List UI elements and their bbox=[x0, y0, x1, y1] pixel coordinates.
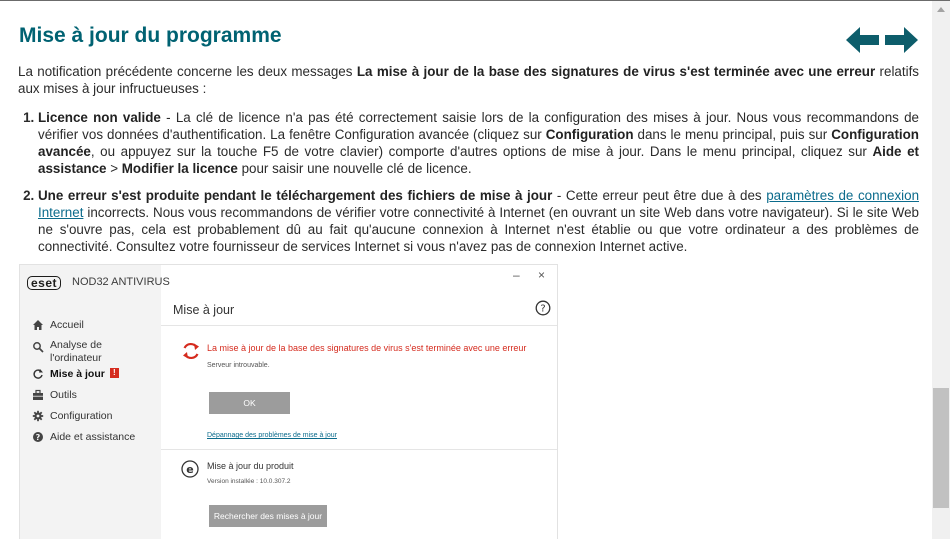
divider bbox=[161, 325, 558, 326]
back-arrow-icon[interactable] bbox=[846, 25, 880, 55]
help-icon[interactable] bbox=[535, 300, 551, 316]
list-item-invalid-license: 1. Licence non valide - La clé de licence n'a pas été correctement saisie lors de la configuration des mises à jour. Nous vous recommandons de vérifier vos données d'authentification. La fenêtre Configuration avancée (cliquez sur Configuration dans le menu principal, puis sur Configuration avancée, ou appuyez sur la touche F5 de votre clavier) comporte d'autres options de mise à jour. Dans le menu principal, cliquez sur Aide et assistance > Modifier la licence pour saisir une nouvelle clé de licence. bbox=[38, 109, 919, 177]
error-detail: Serveur introuvable. bbox=[207, 362, 270, 369]
product-update-title: Mise à jour du produit bbox=[207, 461, 294, 471]
close-button[interactable]: × bbox=[538, 268, 546, 282]
menu-item-tools[interactable]: Outils bbox=[20, 389, 161, 402]
eset-logo: eset bbox=[27, 275, 61, 290]
menu-item-configuration[interactable]: Configuration bbox=[20, 410, 161, 423]
article-body bbox=[18, 63, 919, 265]
ok-button[interactable]: OK bbox=[209, 392, 290, 414]
svg-text:?: ? bbox=[35, 433, 41, 442]
eset-main-panel bbox=[161, 265, 558, 539]
product-name: NOD32 ANTIVIRUS bbox=[72, 276, 170, 288]
help-page bbox=[0, 1, 932, 539]
eset-menu bbox=[20, 317, 161, 443]
eset-screenshot bbox=[19, 264, 558, 539]
menu-item-home[interactable]: Accueil bbox=[20, 319, 161, 332]
eset-sidebar bbox=[20, 265, 170, 539]
installed-version: Version installée : 10.0.307.2 bbox=[207, 478, 291, 485]
scroll-up-icon[interactable] bbox=[932, 1, 950, 19]
scroll-thumb[interactable] bbox=[933, 388, 949, 508]
list-item-download-error: 2. Une erreur s'est produite pendant le téléchargement des fichiers de mise à jour - Cette erreur peut être due à des paramètres de connexion Internet incorrects. Nous vous recommandons de vérifier votre connectivité à Internet (en ouvrant un site Web dans votre navigateur). Si le site Web ne s'ouvre pas, cela est probablement dû au fait qu'aucune connexion à Internet n'est établie ou que votre ordinateur a des problèmes de connectivité. Consultez votre fournisseur de services Internet si vous n'avez pas de connexion Internet active. bbox=[38, 187, 919, 255]
intro-paragraph: La notification précédente concerne les deux messages La mise à jour de la base des signatures de virus s'est terminée avec une erreur relatifs aux mises à jour infructueuses : bbox=[18, 64, 919, 96]
menu-item-help[interactable]: ? Aide et assistance bbox=[20, 431, 161, 444]
gear-icon bbox=[32, 410, 44, 422]
refresh-icon bbox=[32, 368, 44, 380]
alert-badge: ! bbox=[110, 368, 119, 378]
minimize-button[interactable]: – bbox=[513, 268, 520, 282]
vertical-scrollbar[interactable] bbox=[932, 1, 950, 539]
svg-text:e: e bbox=[186, 463, 194, 476]
troubleshoot-link[interactable]: Dépannage des problèmes de mise à jour bbox=[207, 432, 337, 439]
eset-e-icon bbox=[181, 460, 199, 478]
menu-item-update[interactable]: Mise à jour ! bbox=[20, 368, 161, 381]
forward-arrow-icon[interactable] bbox=[884, 25, 918, 55]
error-message: La mise à jour de la base des signatures de virus s'est terminée avec une erreur bbox=[207, 343, 527, 353]
home-icon bbox=[32, 319, 44, 331]
page-title: Mise à jour du programme bbox=[19, 24, 282, 47]
divider bbox=[161, 449, 558, 450]
update-error-icon bbox=[181, 341, 201, 361]
search-icon bbox=[32, 341, 44, 353]
help-circle-icon bbox=[32, 431, 44, 443]
check-updates-button[interactable]: Rechercher des mises à jour bbox=[209, 505, 327, 527]
svg-text:?: ? bbox=[540, 303, 546, 315]
connection-settings-link[interactable]: paramètres de connexion Internet bbox=[38, 188, 920, 220]
toolbox-icon bbox=[32, 389, 44, 401]
panel-title: Mise à jour bbox=[173, 303, 235, 317]
menu-item-scan[interactable]: Analyse de l'ordinateur bbox=[20, 339, 112, 365]
cause-list bbox=[18, 109, 919, 255]
